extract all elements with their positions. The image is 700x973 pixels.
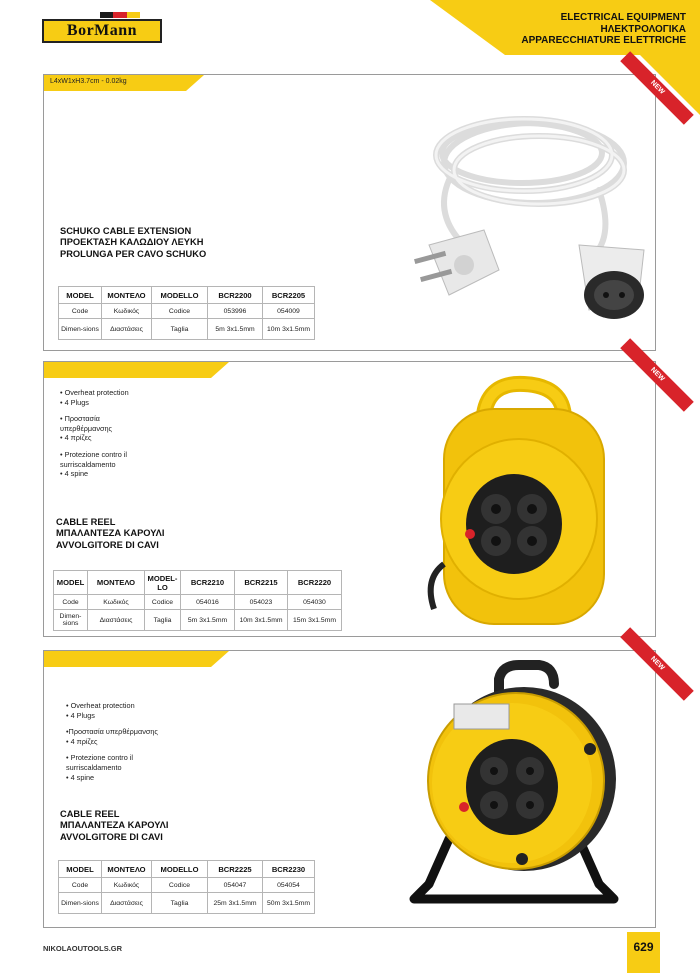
product-title-it: PROLUNGA PER CAVO SCHUKO xyxy=(60,248,207,259)
table-cell: 15m 3x1.5mm xyxy=(288,610,342,631)
feature-item: surriscaldamento xyxy=(60,459,116,469)
table-cell: Διαστάσεις xyxy=(102,319,152,340)
cable-reel-image xyxy=(414,374,614,629)
brand-logo xyxy=(42,19,162,43)
table-cell: Taglia xyxy=(145,610,181,631)
table-cell: Code xyxy=(59,304,102,319)
panel-tab xyxy=(44,651,229,667)
feature-item: • 4 Plugs xyxy=(60,397,89,407)
table-cell: 10m 3x1.5mm xyxy=(235,610,288,631)
table-cell: 25m 3x1.5mm xyxy=(208,893,263,914)
page-number: 629 xyxy=(627,932,660,973)
feature-item: • Overheat protection xyxy=(66,701,135,710)
table-cell: Taglia xyxy=(152,319,208,340)
product-title-el: ΠΡΟΕΚΤΑΣΗ ΚΑΛΩΔΙΟΥ ΛΕΥΚΗ xyxy=(60,237,204,248)
table-row xyxy=(54,571,342,595)
product-panel-cable-reel-small xyxy=(43,361,666,637)
spec-table xyxy=(58,860,315,914)
table-header-cell: BCR2215 xyxy=(235,571,288,595)
category-title-el: ΗΛΕΚΤΡΟΛΟΓΙΚΑ xyxy=(600,23,686,35)
feature-item: • Protezione contro il xyxy=(60,449,128,459)
feature-item: • Protezione contro il xyxy=(66,753,134,763)
table-row xyxy=(59,319,315,340)
product-dimensions: L4xW1xH3.7cm - 0.02kg xyxy=(50,78,127,85)
table-header-cell: ΜΟΝΤΕΛΟ xyxy=(102,287,152,304)
product-title xyxy=(60,226,206,260)
table-cell: 054023 xyxy=(235,595,288,610)
product-title-el: ΜΠΑΛΑΝΤΕΖΑ ΚΑΡΟΥΛΙ xyxy=(60,820,169,831)
panel-tab xyxy=(44,362,229,378)
table-header-cell: MODEL xyxy=(59,861,102,878)
table-row xyxy=(54,610,342,631)
product-title-en: SCHUKO CABLE EXTENSION xyxy=(60,226,192,236)
feature-item: surriscaldamento xyxy=(66,762,122,772)
category-title-en: ELECTRICAL EQUIPMENT xyxy=(560,12,686,23)
table-header-cell: MODELLO xyxy=(152,287,208,304)
feature-item: •Προστασία υπερθέρμανσης xyxy=(66,727,158,737)
drum-cable-reel-image xyxy=(404,659,624,924)
table-header-cell: BCR2205 xyxy=(263,287,315,304)
table-cell: 50m 3x1.5mm xyxy=(263,893,315,914)
table-header-cell: MODEL xyxy=(59,287,102,304)
table-header-cell: MODEL xyxy=(54,571,88,595)
new-badge: NEW xyxy=(620,51,694,125)
product-title xyxy=(60,809,168,843)
table-row xyxy=(54,595,342,610)
table-header-cell: BCR2220 xyxy=(288,571,342,595)
table-cell: 054016 xyxy=(181,595,235,610)
table-header-cell: ΜΟΝΤΕΛΟ xyxy=(102,861,152,878)
table-header-cell: MODELLO xyxy=(152,861,208,878)
table-cell: 5m 3x1.5mm xyxy=(208,319,263,340)
table-cell: Codice xyxy=(152,878,208,893)
table-row xyxy=(59,287,315,304)
product-panel-extension xyxy=(43,74,666,351)
table-header-cell: MODEL-LO xyxy=(145,571,181,595)
table-header-cell: BCR2210 xyxy=(181,571,235,595)
table-cell: Dimen-sions xyxy=(59,893,102,914)
product-title-it: AVVOLGITORE DI CAVI xyxy=(60,831,163,842)
table-header-cell: BCR2225 xyxy=(208,861,263,878)
logo-flag-icon xyxy=(100,12,140,18)
table-row xyxy=(59,304,315,319)
cable-extension-image xyxy=(374,95,644,345)
website-link[interactable]: NIKOLAOUTOOLS.GR xyxy=(43,944,123,953)
new-badge: NEW xyxy=(620,338,694,412)
product-panel-cable-reel-large xyxy=(43,650,666,928)
feature-list xyxy=(60,388,129,479)
table-cell: 5m 3x1.5mm xyxy=(181,610,235,631)
product-title-en: CABLE REEL xyxy=(56,517,116,527)
feature-item: υπερθέρμανσης xyxy=(60,423,113,433)
feature-list xyxy=(66,701,158,782)
new-badge: NEW xyxy=(620,627,694,701)
table-cell: 054009 xyxy=(263,304,315,319)
table-cell: Κωδικός xyxy=(102,878,152,893)
feature-item: • 4 spine xyxy=(66,772,95,782)
category-title xyxy=(521,12,686,47)
product-title-en: CABLE REEL xyxy=(60,809,120,819)
spec-table xyxy=(53,570,342,631)
feature-item: • 4 πρίζες xyxy=(66,736,98,746)
table-cell: 054047 xyxy=(208,878,263,893)
feature-item: • 4 πρίζες xyxy=(60,433,92,443)
spec-table xyxy=(58,286,315,340)
table-row xyxy=(59,893,315,914)
table-row xyxy=(59,878,315,893)
product-title-it: AVVOLGITORE DI CAVI xyxy=(56,539,159,550)
table-row xyxy=(59,861,315,878)
table-cell: 054030 xyxy=(288,595,342,610)
feature-item: • 4 Plugs xyxy=(66,710,95,720)
table-cell: Dimen-sions xyxy=(59,319,102,340)
table-cell: Code xyxy=(54,595,88,610)
table-cell: Dimen-sions xyxy=(54,610,88,631)
table-cell: 053996 xyxy=(208,304,263,319)
table-header-cell: BCR2230 xyxy=(263,861,315,878)
table-cell: Διαστάσεις xyxy=(102,893,152,914)
feature-item: • 4 spine xyxy=(60,469,89,479)
table-cell: Διαστάσεις xyxy=(88,610,145,631)
table-header-cell: ΜΟΝΤΕΛΟ xyxy=(88,571,145,595)
feature-item: • Overheat protection xyxy=(60,388,129,397)
brand-name: BorMann xyxy=(66,22,138,39)
feature-item: • Προστασία xyxy=(60,414,100,424)
product-title-el: ΜΠΑΛΑΝΤΕΖΑ ΚΑΡΟΥΛΙ xyxy=(56,528,165,539)
product-title xyxy=(56,517,164,551)
table-header-cell: BCR2200 xyxy=(208,287,263,304)
table-cell: Code xyxy=(59,878,102,893)
table-cell: Taglia xyxy=(152,893,208,914)
table-cell: 054054 xyxy=(263,878,315,893)
table-cell: Codice xyxy=(145,595,181,610)
table-cell: Κωδικός xyxy=(102,304,152,319)
table-cell: Κωδικός xyxy=(88,595,145,610)
table-cell: Codice xyxy=(152,304,208,319)
category-title-it: APPARECCHIATURE ELETTRICHE xyxy=(521,35,686,46)
table-cell: 10m 3x1.5mm xyxy=(263,319,315,340)
